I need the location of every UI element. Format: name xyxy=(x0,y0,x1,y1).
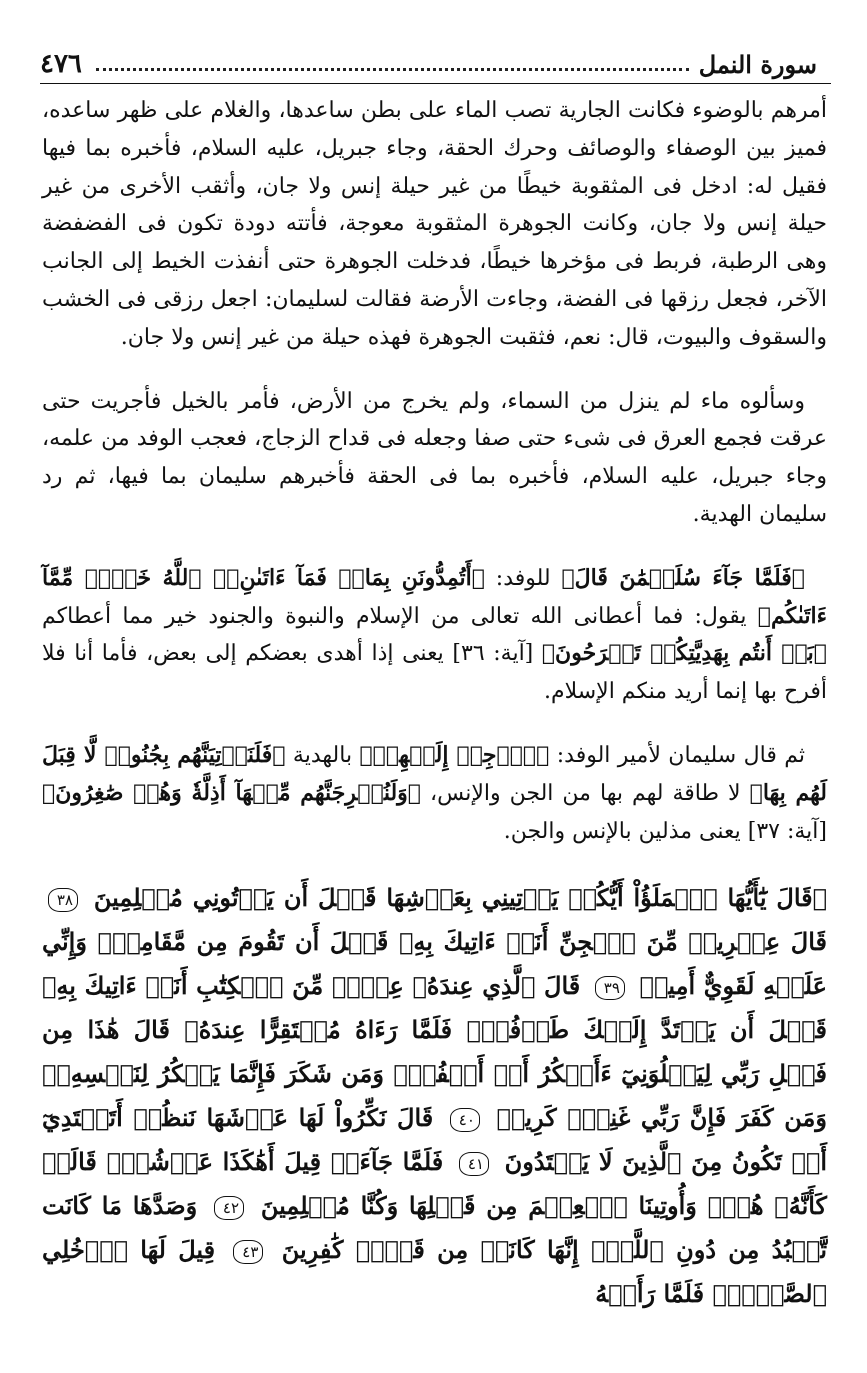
page-number: ٤٧٦ xyxy=(40,49,82,79)
paragraph-4 xyxy=(42,737,827,850)
commentary-text: للوفد: xyxy=(484,565,562,591)
verse-text: فَلَمَّا جَآءَتۡ قِيلَ أَهَٰكَذَا عَرۡشُكِۖ قَالَتۡ كَأَنَّهُۥ هُوَۚ وَأُوتِينَا ٱلۡعِلۡمَ مِن قَبۡلِهَا وَكُنَّا مُسۡلِمِينَ xyxy=(42,1147,827,1221)
commentary-text: يقول: فما أعطانى الله تعالى من الإسلام والنبوة والجنود خير مما أعطاكم xyxy=(42,603,758,629)
ayah-number-marker: ٤٢ xyxy=(214,1196,244,1220)
leader-dots xyxy=(96,67,689,71)
commentary-text: [آية: ٣٦] يعنى إذا أهدى بعضكم إلى بعض، فأما أنا فلا أفرح بها إنما أريد منكم الإسلام. xyxy=(42,641,827,705)
quran-quote: ﴿وَلَنُخۡرِجَنَّهُم مِّنۡهَآ أَذِلَّةٗ وَهُمۡ صَٰغِرُونَ﴾ xyxy=(42,779,422,806)
page-body xyxy=(42,92,827,1353)
ayah-number-marker: ٣٩ xyxy=(595,976,625,1000)
ayah-number-marker: ٣٨ xyxy=(48,888,78,912)
verse-text: قِيلَ لَهَا ٱدۡخُلِي ٱلصَّرۡحَۖ فَلَمَّا رَأَتۡهُ xyxy=(42,1235,827,1309)
verse-text: قَالَ عِفۡرِيتٞ مِّنَ ٱلۡجِنِّ أَنَا۠ ءَاتِيكَ بِهِۦ قَبۡلَ أَن تَقُومَ مِن مَّقَامِكَۖ وَإِنِّي عَلَيۡهِ لَقَوِيٌّ أَمِينٞ xyxy=(42,927,828,1001)
verse-text: وَصَدَّهَا مَا كَانَت تَّعۡبُدُ مِن دُونِ ٱللَّهِۖ إِنَّهَا كَانَتۡ مِن قَوۡمٖ كَٰفِرِينَ xyxy=(42,1191,828,1265)
paragraph-1: أمرهم بالوضوء فكانت الجارية تصب الماء على بطن ساعدها، والغلام على ظهر ساعده، فميز بين الوصفاء والوصائف وحرك الحقة، وجاء جبريل، عليه السلام، فأخبره بما فيها فقيل له: ادخل فى المثقوبة خيطًا من غير حيلة إنس ولا جان، وأثقب الأخرى من غير حيلة إنس ولا جان، وكانت الجوهرة المثقوبة معوجة، فأتته دودة تكون فى الفضفضة وهى الرطبة، فربط فى مؤخرها خيطًا، فدخلت الجوهرة حتى أنفذت الخيط إلى الجانب الآخر، فجعل رزقها فى الفضة، وجاءت الأرضة فقالت لسليمان: اجعل رزقى فى الخشب والسقوف والبيوت، قال: نعم، فثقبت الجوهرة فهذه حيلة من غير إنس ولا جان. xyxy=(42,98,827,350)
commentary-text: بالهدية xyxy=(285,742,360,768)
commentary-text: [آية: ٣٧] يعنى مذلين بالإنس والجن. xyxy=(503,818,827,844)
paragraph-3 xyxy=(42,560,827,711)
quran-verses-block xyxy=(42,876,827,1316)
paragraph-2: وسألوه ماء لم ينزل من السماء، ولم يخرج من الأرض، فأمر بالخيل فأجريت حتى عرقت فجمع العرق فى شىء حتى صفا وجعله فى قداح الزجاج، فعجب الوفد من علمه، وجاء جبريل، عليه السلام، فأخبره بما فى الحقة فأخبرهم سليمان بما فيها، ثم رد سليمان الهدية. xyxy=(42,388,827,527)
quran-quote: ﴿فَلَنَأۡتِيَنَّهُم بِجُنُودٖ لَّا قِبَلَ لَهُم بِهَا﴾ xyxy=(42,741,827,806)
ayah-number-marker: ٤٣ xyxy=(233,1240,263,1264)
ayah-number-marker: ٤١ xyxy=(459,1152,489,1176)
verse-text: ﴿قَالَ يَٰٓأَيُّهَا ٱلۡمَلَؤُاْ أَيُّكُمۡ يَأۡتِينِي بِعَرۡشِهَا قَبۡلَ أَن يَأۡتُونِي مُسۡلِمِينَ xyxy=(93,883,827,913)
quran-quote: ﴿أَتُمِدُّونَنِ بِمَالٖ فَمَآ ءَاتَىٰنِۦَ ٱللَّهُ خَيۡرٞ مِّمَّآ ءَاتَىٰكُم﴾ xyxy=(42,564,827,629)
commentary-text: ثم قال سليمان لأمير الوفد: xyxy=(549,742,805,768)
sura-title-text: سورة النمل xyxy=(698,50,817,79)
quran-quote: ﴿بَلۡ أَنتُم بِهَدِيَّتِكُمۡ تَفۡرَحُونَ﴾ xyxy=(541,640,828,667)
verse-text: قَالَ ٱلَّذِي عِندَهُۥ عِلۡمٞ مِّنَ ٱلۡكِتَٰبِ أَنَا۠ ءَاتِيكَ بِهِۦ قَبۡلَ أَن يَرۡتَدَّ إِلَيۡكَ طَرۡفُكَۚ فَلَمَّا رَءَاهُ مُسۡتَقِرًّا عِندَهُۥ قَالَ هَٰذَا مِن فَضۡلِ رَبِّي لِيَبۡلُوَنِيٓ ءَأَشۡكُرُ أَمۡ أَكۡفُرُۖ وَمَن شَكَرَ فَإِنَّمَا يَشۡكُرُ لِنَفۡسِهِۦۖ وَمَن كَفَرَ فَإِنَّ رَبِّي غَنِيّٞ كَرِيمٞ xyxy=(42,971,827,1133)
quran-quote: ﴿فَلَمَّا جَآءَ سُلَيۡمَٰنَ قَالَ﴾ xyxy=(561,564,805,591)
sura-title xyxy=(96,50,817,79)
ayah-number-marker: ٤٠ xyxy=(450,1108,480,1132)
commentary-text: لا طاقة لهم بها من الجن والإنس، xyxy=(421,780,750,806)
quran-quote: ﴿ٱرۡجِعۡ إِلَيۡهِمۡ﴾ xyxy=(359,741,550,768)
page-header xyxy=(40,44,831,84)
verse-text: قَالَ نَكِّرُواْ لَهَا عَرۡشَهَا نَنظُرۡ أَتَهۡتَدِيٓ أَمۡ تَكُونُ مِنَ ٱلَّذِينَ لَا يَهۡتَدُونَ xyxy=(42,1103,827,1177)
